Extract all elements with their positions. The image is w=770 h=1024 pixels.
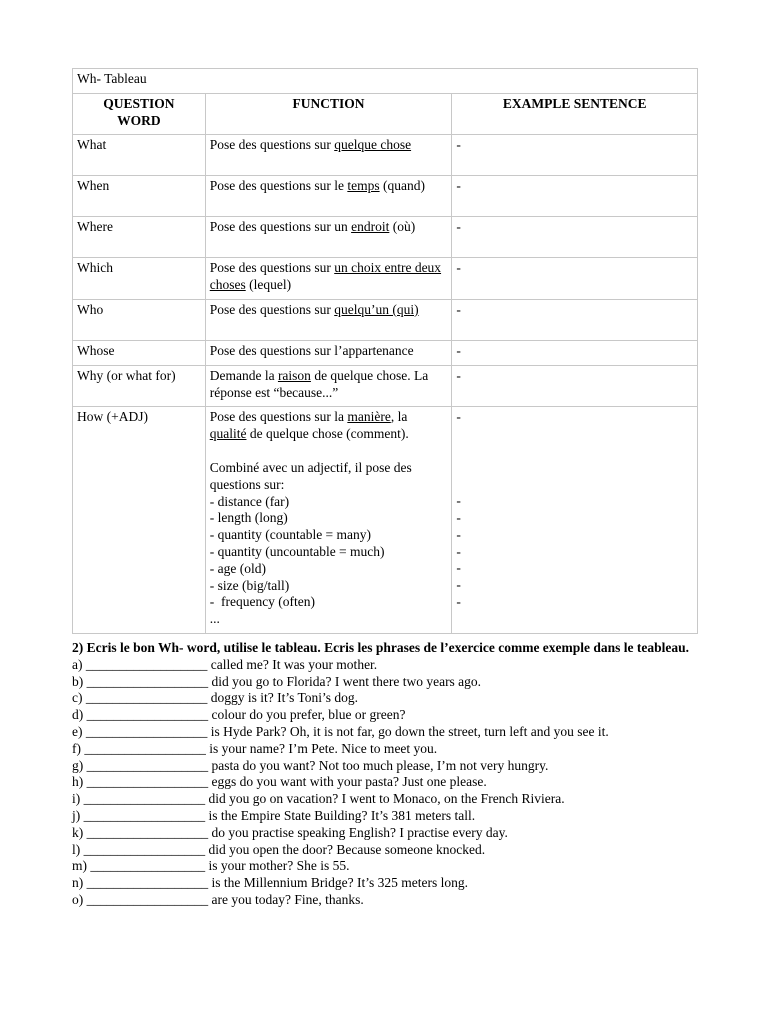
function-keyword: un choix entre deux choses (209, 260, 442, 293)
function-text: Pose des questions sur un (209, 219, 352, 235)
exercise-line: i) __________________ did you go on vacation? I went to Monaco, on the French Riviera. (72, 791, 565, 807)
function-text: Pose des questions sur la (209, 409, 348, 425)
header-example-sentence: EXAMPLE SENTENCE (452, 93, 698, 135)
how-function-para2: Combiné avec un adjectif, il pose des questions sur: (209, 459, 412, 492)
exercise-line: b) __________________ did you go to Florida? I went there two years ago. (72, 673, 482, 689)
exercise-line: k) __________________ do you practise speaking English? I practise every day. (72, 824, 508, 840)
function-text: Pose des questions sur (209, 137, 335, 153)
exercise-section (72, 640, 712, 909)
how-item: - quantity (countable = many) (209, 527, 372, 543)
exercise-line: m) _________________ is your mother? She is 55. (72, 858, 350, 874)
exercise-line: o) __________________ are you today? Fine, thanks. (72, 891, 364, 907)
example-dash: - (456, 543, 461, 559)
table-row (73, 217, 698, 258)
table-row (73, 176, 698, 217)
function-keyword-qualite: qualité (209, 426, 247, 442)
wh-table (72, 68, 698, 634)
exercise-line: h) __________________ eggs do you want with your pasta? Just one please. (72, 774, 487, 790)
how-item: - quantity (uncountable = much) (209, 543, 385, 559)
table-row (73, 258, 698, 300)
example-dash: - (456, 493, 461, 509)
question-word: Why (or what for) (73, 365, 206, 407)
exercise-line: j) __________________ is the Empire State Building? It’s 381 meters tall. (72, 807, 476, 823)
function-text: Pose des questions sur (209, 260, 335, 276)
function-text: Pose des questions sur le (209, 178, 348, 194)
function-text-post: (lequel) (245, 277, 292, 293)
function-cell (205, 299, 452, 340)
exercise-title: 2) Ecris le bon Wh- word, utilise le tableau. Ecris les phrases de l’exercice comme exemple dans le teableau. (72, 640, 690, 655)
exercise-line: f) __________________ is your name? I’m Pete. Nice to meet you. (72, 740, 438, 756)
table-row (73, 365, 698, 407)
function-text-post: (où) (389, 219, 416, 235)
header-question-word-line1: QUESTION (103, 95, 175, 111)
example-sentence-cell: - (452, 135, 698, 176)
function-text: , la (390, 409, 408, 425)
example-dash: - (456, 409, 461, 425)
function-text: Pose des questions sur (209, 301, 335, 317)
example-dash: - (456, 560, 461, 576)
header-question-word-line2: WORD (117, 112, 161, 128)
example-sentence-cell: - (452, 365, 698, 407)
function-cell (205, 340, 452, 365)
example-sentence-cell: - (452, 176, 698, 217)
table-title: Wh- Tableau (73, 69, 698, 94)
example-sentence-cell: - (452, 299, 698, 340)
function-cell (205, 365, 452, 407)
exercise-line: e) __________________ is Hyde Park? Oh, it is not far, go down the street, turn left and you see it. (72, 723, 609, 739)
how-item: - length (long) (209, 510, 288, 526)
question-word: Who (73, 299, 206, 340)
question-word: When (73, 176, 206, 217)
function-cell (205, 407, 452, 634)
header-question-word (73, 93, 206, 135)
example-sentence-cell: - (452, 217, 698, 258)
function-keyword: quelqu’un (qui) (334, 301, 419, 317)
header-function: FUNCTION (205, 93, 452, 135)
example-sentence-cell: - (452, 258, 698, 300)
exercise-line: l) __________________ did you open the door? Because someone knocked. (72, 841, 486, 857)
table-row (73, 299, 698, 340)
table-row (73, 135, 698, 176)
table-row (73, 340, 698, 365)
function-cell (205, 258, 452, 300)
question-word: Where (73, 217, 206, 258)
how-item: - age (old) (209, 560, 266, 576)
function-keyword: temps (347, 178, 380, 194)
example-sentence-cell: - (452, 340, 698, 365)
function-text: Demande la (209, 367, 278, 383)
exercise-line: n) __________________ is the Millennium Bridge? It’s 325 meters long. (72, 875, 468, 891)
function-cell (205, 217, 452, 258)
question-word: Which (73, 258, 206, 300)
how-function-line1 (210, 409, 448, 443)
question-word: What (73, 135, 206, 176)
how-item: - distance (far) (209, 493, 290, 509)
exercise-line: d) __________________ colour do you prefer, blue or green? (72, 707, 406, 723)
function-cell (205, 176, 452, 217)
function-text-post: de quelque chose. La réponse est “because...” (209, 367, 429, 400)
example-dash: - (456, 526, 461, 542)
function-keyword: quelque chose (334, 137, 412, 153)
function-text-post: (quand) (379, 178, 425, 194)
example-dash: - (456, 509, 461, 525)
how-item: - frequency (often) (209, 594, 316, 610)
how-item: ... (209, 611, 220, 627)
exercise-line: g) __________________ pasta do you want? Not too much please, I’m not very hungry. (72, 757, 549, 773)
exercise-line: c) __________________ doggy is it? It’s Toni’s dog. (72, 690, 359, 706)
function-text-post: de quelque chose (comment). (246, 426, 409, 442)
example-sentence-cell (452, 407, 698, 634)
function-keyword: endroit (351, 219, 390, 235)
function-keyword-maniere: manière (347, 409, 391, 425)
function-text: Pose des questions sur l’appartenance (209, 342, 414, 358)
question-word: Whose (73, 340, 206, 365)
example-dash: - (456, 593, 461, 609)
table-row-how (73, 407, 698, 634)
example-dash: - (456, 577, 461, 593)
function-keyword: raison (277, 367, 311, 383)
how-item: - size (big/tall) (209, 577, 290, 593)
question-word: How (+ADJ) (73, 407, 206, 634)
exercise-line: a) __________________ called me? It was your mother. (72, 656, 378, 672)
function-cell (205, 135, 452, 176)
